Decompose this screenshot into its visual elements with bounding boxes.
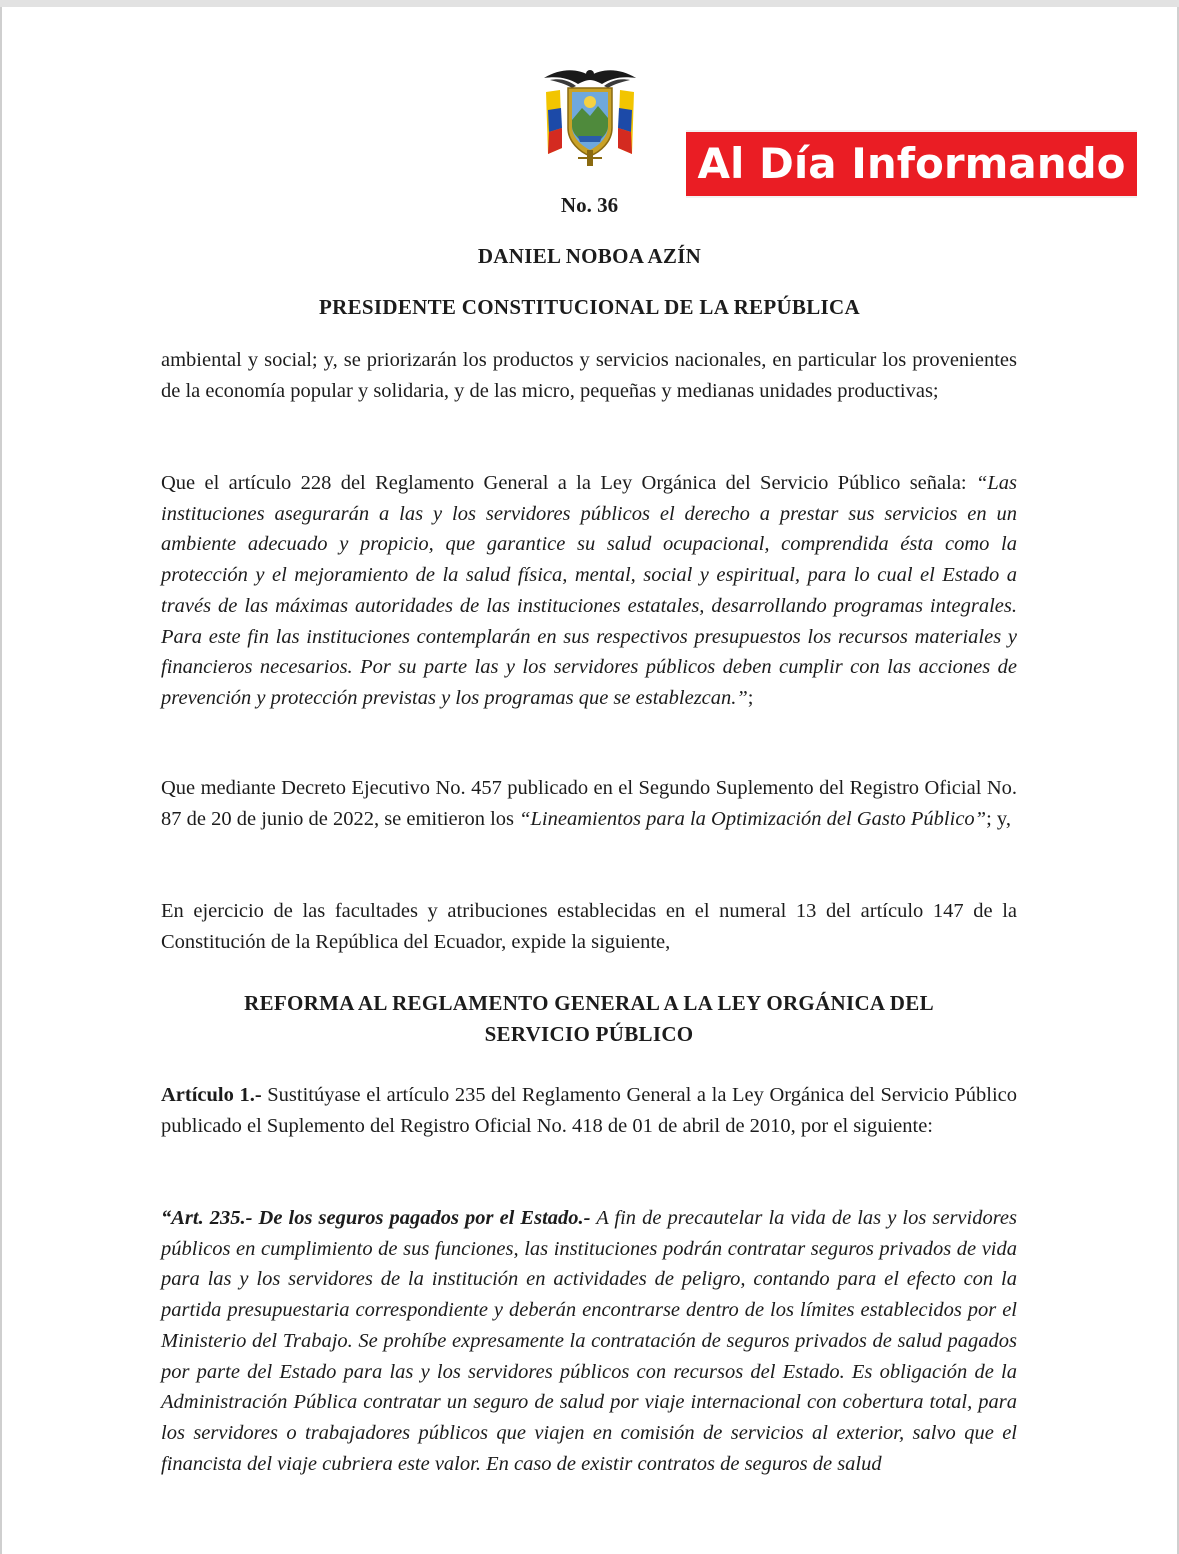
quoted-text: “Las instituciones asegurarán a las y los servidores públicos el derecho a prestar sus servicios en un ambiente adecuado y propicio, que garantice su salud ocupacional, comprendida ésta como la protección y el mejoramiento de la salud física, mental, social y espiritual, para lo cual el Estado a través de las máximas autoridades de las instituciones estatales, desarrollando programas integrales. Para este fin las instituciones contemplarán en sus respectivos presupuestos los recursos materiales y financieros necesarios. Por su parte las y los servidores públicos deben cumplir con las acciones de prevención y protección previstas y los programas que se establezcan.” xyxy=(161,472,1018,709)
paragraph-article-228 xyxy=(161,468,1017,714)
reform-title-line: REFORMA AL REGLAMENTO GENERAL A LA LEY ORGÁNICA DEL xyxy=(244,991,934,1015)
article-label: “Art. 235.- De los seguros pagados por el Estado.- xyxy=(161,1207,591,1229)
quoted-text: “Lineamientos para la Optimización del Gasto Público” xyxy=(519,807,987,830)
paragraph-intro: Que el artículo 228 del Reglamento General a la Ley Orgánica del Servicio Público señala: xyxy=(161,472,967,494)
reform-title-line: SERVICIO PÚBLICO xyxy=(484,1022,694,1046)
article-text: A fin de precautelar la vida de las y los servidores públicos en cumplimiento de sus funciones, las instituciones podrán contratar seguros privados de vida para las y los servidores de la institución en actividades de peligro, contando para el efecto con la partida presupuestaria correspondiente y deberán encontrarse dentro de los límites establecidos por el Ministerio del Trabajo. Se prohíbe expresamente la contratación de seguros privados de salud pagados por parte del Estado para las y los servidores públicos con recursos del Estado. Es obligación de la Administración Pública contratar un seguro de salud por viaje internacional con cobertura total, para los servidores o trabajadores públicos que viajen en comisión de servicios al exterior, salvo que el financista del viaje cubriera este valor. En caso de existir contratos de seguros de salud xyxy=(161,1207,1018,1475)
president-name: DANIEL NOBOA AZÍN xyxy=(477,244,702,268)
paragraph-article-1 xyxy=(161,1080,1017,1141)
article-label: Artículo 1.- xyxy=(161,1084,262,1106)
president-title: PRESIDENTE CONSTITUCIONAL DE LA REPÚBLICA xyxy=(319,295,860,319)
paragraph-faculties: En ejercicio de las facultades y atribuciones establecidas en el numeral 13 del artículo 147 de la Constitución de la República del Ecuador, expide la siguiente, xyxy=(161,900,1017,953)
paragraph-decree-457 xyxy=(161,773,1017,834)
top-bar xyxy=(0,0,1179,7)
paragraph-end: ; y, xyxy=(986,807,1011,830)
paragraph-continuation: ambiental y social; y, se priorizarán los productos y servicios nacionales, en particular los provenientes de la economía popular y solidaria, y de las micro, pequeñas y medianas unidades productivas; xyxy=(161,349,1017,402)
watermark-banner: Al Día Informando xyxy=(686,130,1137,198)
paragraph-article-235 xyxy=(161,1203,1017,1479)
reform-title xyxy=(161,988,1017,1050)
document-number: No. 36 xyxy=(560,193,619,217)
page-edge-left xyxy=(0,7,2,1554)
paragraph-end: ; xyxy=(747,686,754,709)
ecuador-coat-of-arms-icon xyxy=(538,62,642,168)
article-text: Sustitúyase el artículo 235 del Reglamento General a la Ley Orgánica del Servicio Público publicado el Suplemento del Registro Oficial No. 418 de 01 de abril de 2010, por el siguiente: xyxy=(161,1084,1017,1137)
paragraph-intro: Que mediante Decreto Ejecutivo No. 457 publicado en el Segundo Suplemento del Registro Oficial No. 87 de 20 de junio de 2022, se emitieron los xyxy=(161,777,1017,830)
